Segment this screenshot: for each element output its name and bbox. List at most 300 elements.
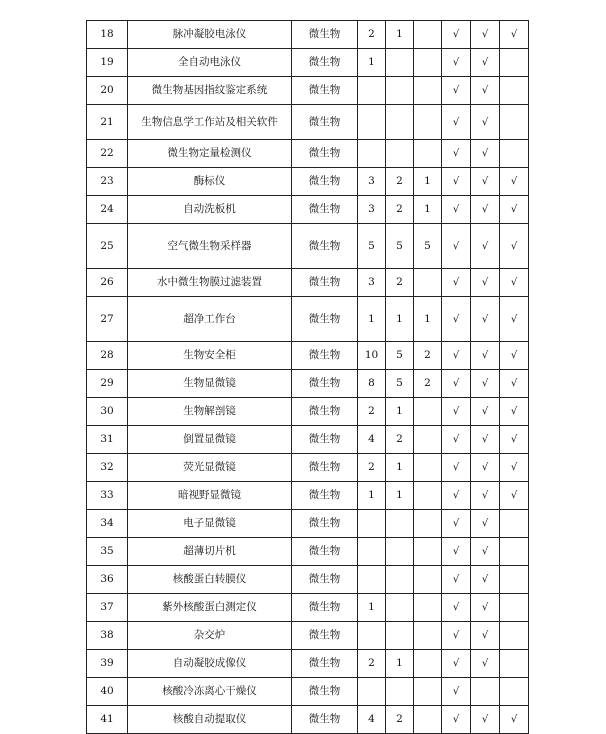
row-number: 35 bbox=[87, 538, 128, 566]
check-cell-3 bbox=[500, 105, 529, 140]
category-cell: 微生物 bbox=[292, 678, 358, 706]
check-mark-icon: √ bbox=[510, 406, 518, 417]
quantity-a-cell: 10 bbox=[358, 342, 386, 370]
check-mark-icon: √ bbox=[481, 518, 489, 529]
equipment-name: 脉冲凝胶电泳仪 bbox=[128, 21, 292, 49]
check-cell-2 bbox=[471, 49, 500, 77]
check-mark-icon: √ bbox=[452, 658, 460, 669]
quantity-a-cell: 2 bbox=[358, 650, 386, 678]
row-number: 23 bbox=[87, 168, 128, 196]
check-mark-icon: √ bbox=[510, 313, 518, 325]
check-cell-3 bbox=[500, 594, 529, 622]
equipment-name: 生物信息学工作站及相关软件 bbox=[128, 105, 292, 140]
check-mark-icon: √ bbox=[481, 57, 489, 68]
row-number: 36 bbox=[87, 566, 128, 594]
check-cell-1 bbox=[442, 594, 471, 622]
category-cell: 微生物 bbox=[292, 269, 358, 297]
row-number: 34 bbox=[87, 510, 128, 538]
equipment-name: 荧光显微镜 bbox=[128, 454, 292, 482]
equipment-name: 杂交炉 bbox=[128, 622, 292, 650]
category-cell: 微生物 bbox=[292, 482, 358, 510]
check-cell-3 bbox=[500, 297, 529, 342]
check-cell-1 bbox=[442, 426, 471, 454]
check-cell-2 bbox=[471, 21, 500, 49]
table-row bbox=[87, 510, 529, 538]
equipment-name: 超薄切片机 bbox=[128, 538, 292, 566]
quantity-c-cell bbox=[414, 77, 442, 105]
check-mark-icon: √ bbox=[510, 350, 518, 361]
check-mark-icon: √ bbox=[452, 57, 460, 68]
check-mark-icon: √ bbox=[481, 116, 489, 128]
quantity-a-cell bbox=[358, 566, 386, 594]
category-cell: 微生物 bbox=[292, 566, 358, 594]
check-cell-3 bbox=[500, 224, 529, 269]
equipment-name: 微生物基因指纹鉴定系统 bbox=[128, 77, 292, 105]
equipment-name: 核酸自动提取仪 bbox=[128, 706, 292, 734]
table-row bbox=[87, 538, 529, 566]
quantity-c-cell bbox=[414, 538, 442, 566]
check-cell-2 bbox=[471, 196, 500, 224]
quantity-b-cell bbox=[386, 538, 414, 566]
category-cell: 微生物 bbox=[292, 49, 358, 77]
row-number: 18 bbox=[87, 21, 128, 49]
quantity-b-cell: 2 bbox=[386, 706, 414, 734]
category-cell: 微生物 bbox=[292, 454, 358, 482]
quantity-a-cell: 3 bbox=[358, 196, 386, 224]
check-cell-1 bbox=[442, 196, 471, 224]
quantity-c-cell: 1 bbox=[414, 297, 442, 342]
quantity-b-cell: 1 bbox=[386, 398, 414, 426]
quantity-a-cell: 2 bbox=[358, 21, 386, 49]
row-number: 33 bbox=[87, 482, 128, 510]
quantity-c-cell: 1 bbox=[414, 196, 442, 224]
row-number: 32 bbox=[87, 454, 128, 482]
quantity-a-cell bbox=[358, 678, 386, 706]
quantity-c-cell bbox=[414, 105, 442, 140]
quantity-a-cell bbox=[358, 510, 386, 538]
quantity-a-cell bbox=[358, 538, 386, 566]
category-cell: 微生物 bbox=[292, 168, 358, 196]
row-number: 30 bbox=[87, 398, 128, 426]
table-row bbox=[87, 482, 529, 510]
check-mark-icon: √ bbox=[452, 630, 460, 641]
check-cell-2 bbox=[471, 269, 500, 297]
quantity-b-cell: 5 bbox=[386, 224, 414, 269]
check-mark-icon: √ bbox=[481, 658, 489, 669]
check-mark-icon: √ bbox=[481, 602, 489, 613]
check-cell-1 bbox=[442, 168, 471, 196]
row-number: 24 bbox=[87, 196, 128, 224]
check-mark-icon: √ bbox=[452, 602, 460, 613]
quantity-c-cell: 2 bbox=[414, 342, 442, 370]
check-cell-2 bbox=[471, 622, 500, 650]
quantity-c-cell bbox=[414, 594, 442, 622]
quantity-b-cell: 1 bbox=[386, 454, 414, 482]
category-cell: 微生物 bbox=[292, 650, 358, 678]
table-row bbox=[87, 398, 529, 426]
check-mark-icon: √ bbox=[510, 277, 518, 288]
check-cell-1 bbox=[442, 21, 471, 49]
check-mark-icon: √ bbox=[510, 204, 518, 215]
table-row bbox=[87, 105, 529, 140]
check-mark-icon: √ bbox=[481, 277, 489, 288]
check-cell-3 bbox=[500, 370, 529, 398]
check-cell-1 bbox=[442, 706, 471, 734]
check-cell-1 bbox=[442, 140, 471, 168]
check-mark-icon: √ bbox=[510, 462, 518, 473]
row-number: 19 bbox=[87, 49, 128, 77]
table-row bbox=[87, 196, 529, 224]
quantity-c-cell: 2 bbox=[414, 370, 442, 398]
check-mark-icon: √ bbox=[510, 490, 518, 501]
equipment-name: 微生物定量检测仪 bbox=[128, 140, 292, 168]
check-cell-3 bbox=[500, 77, 529, 105]
check-mark-icon: √ bbox=[452, 240, 460, 252]
check-cell-3 bbox=[500, 622, 529, 650]
quantity-a-cell: 2 bbox=[358, 398, 386, 426]
equipment-name: 生物显微镜 bbox=[128, 370, 292, 398]
category-cell: 微生物 bbox=[292, 196, 358, 224]
check-mark-icon: √ bbox=[481, 176, 489, 187]
check-cell-1 bbox=[442, 566, 471, 594]
check-cell-2 bbox=[471, 168, 500, 196]
check-mark-icon: √ bbox=[510, 378, 518, 389]
row-number: 25 bbox=[87, 224, 128, 269]
category-cell: 微生物 bbox=[292, 224, 358, 269]
check-mark-icon: √ bbox=[510, 176, 518, 187]
check-mark-icon: √ bbox=[481, 714, 489, 725]
check-mark-icon: √ bbox=[452, 434, 460, 445]
check-cell-1 bbox=[442, 678, 471, 706]
quantity-c-cell bbox=[414, 398, 442, 426]
check-mark-icon: √ bbox=[481, 148, 489, 159]
check-cell-2 bbox=[471, 650, 500, 678]
category-cell: 微生物 bbox=[292, 297, 358, 342]
check-mark-icon: √ bbox=[481, 630, 489, 641]
check-cell-2 bbox=[471, 224, 500, 269]
check-mark-icon: √ bbox=[510, 240, 518, 252]
equipment-name: 生物安全柜 bbox=[128, 342, 292, 370]
check-cell-1 bbox=[442, 510, 471, 538]
row-number: 40 bbox=[87, 678, 128, 706]
check-mark-icon: √ bbox=[510, 29, 518, 40]
check-mark-icon: √ bbox=[452, 204, 460, 215]
check-mark-icon: √ bbox=[452, 406, 460, 417]
equipment-name: 全自动电泳仪 bbox=[128, 49, 292, 77]
check-cell-3 bbox=[500, 650, 529, 678]
quantity-a-cell: 1 bbox=[358, 594, 386, 622]
table-row bbox=[87, 140, 529, 168]
quantity-c-cell bbox=[414, 269, 442, 297]
check-cell-1 bbox=[442, 297, 471, 342]
check-cell-3 bbox=[500, 706, 529, 734]
check-cell-1 bbox=[442, 269, 471, 297]
quantity-b-cell bbox=[386, 510, 414, 538]
check-cell-2 bbox=[471, 342, 500, 370]
check-mark-icon: √ bbox=[452, 277, 460, 288]
category-cell: 微生物 bbox=[292, 426, 358, 454]
quantity-b-cell: 1 bbox=[386, 21, 414, 49]
check-cell-2 bbox=[471, 297, 500, 342]
quantity-c-cell bbox=[414, 140, 442, 168]
quantity-c-cell bbox=[414, 510, 442, 538]
category-cell: 微生物 bbox=[292, 21, 358, 49]
quantity-a-cell: 2 bbox=[358, 454, 386, 482]
equipment-name: 空气微生物采样器 bbox=[128, 224, 292, 269]
check-cell-1 bbox=[442, 49, 471, 77]
check-cell-3 bbox=[500, 510, 529, 538]
quantity-a-cell: 8 bbox=[358, 370, 386, 398]
check-cell-2 bbox=[471, 370, 500, 398]
check-mark-icon: √ bbox=[510, 714, 518, 725]
check-mark-icon: √ bbox=[510, 434, 518, 445]
row-number: 20 bbox=[87, 77, 128, 105]
quantity-c-cell bbox=[414, 454, 442, 482]
check-cell-2 bbox=[471, 706, 500, 734]
check-mark-icon: √ bbox=[452, 490, 460, 501]
check-cell-3 bbox=[500, 196, 529, 224]
check-mark-icon: √ bbox=[452, 350, 460, 361]
category-cell: 微生物 bbox=[292, 622, 358, 650]
category-cell: 微生物 bbox=[292, 510, 358, 538]
row-number: 37 bbox=[87, 594, 128, 622]
row-number: 22 bbox=[87, 140, 128, 168]
check-cell-3 bbox=[500, 426, 529, 454]
equipment-name: 酶标仪 bbox=[128, 168, 292, 196]
row-number: 26 bbox=[87, 269, 128, 297]
quantity-b-cell: 2 bbox=[386, 426, 414, 454]
table-row bbox=[87, 370, 529, 398]
check-mark-icon: √ bbox=[481, 490, 489, 501]
table-row bbox=[87, 168, 529, 196]
check-mark-icon: √ bbox=[481, 574, 489, 585]
row-number: 21 bbox=[87, 105, 128, 140]
quantity-c-cell bbox=[414, 650, 442, 678]
table-row bbox=[87, 566, 529, 594]
check-cell-2 bbox=[471, 426, 500, 454]
quantity-a-cell: 4 bbox=[358, 706, 386, 734]
quantity-a-cell: 1 bbox=[358, 49, 386, 77]
check-mark-icon: √ bbox=[452, 85, 460, 96]
category-cell: 微生物 bbox=[292, 594, 358, 622]
check-mark-icon: √ bbox=[481, 29, 489, 40]
check-mark-icon: √ bbox=[481, 204, 489, 215]
check-mark-icon: √ bbox=[452, 313, 460, 325]
row-number: 31 bbox=[87, 426, 128, 454]
equipment-name: 生物解剖镜 bbox=[128, 398, 292, 426]
check-cell-1 bbox=[442, 342, 471, 370]
table-row bbox=[87, 297, 529, 342]
check-cell-1 bbox=[442, 454, 471, 482]
quantity-c-cell bbox=[414, 678, 442, 706]
check-mark-icon: √ bbox=[452, 116, 460, 128]
quantity-b-cell: 2 bbox=[386, 196, 414, 224]
check-cell-3 bbox=[500, 482, 529, 510]
check-cell-3 bbox=[500, 678, 529, 706]
check-cell-3 bbox=[500, 454, 529, 482]
quantity-c-cell: 1 bbox=[414, 168, 442, 196]
check-mark-icon: √ bbox=[452, 176, 460, 187]
quantity-b-cell: 1 bbox=[386, 297, 414, 342]
quantity-c-cell bbox=[414, 706, 442, 734]
quantity-a-cell bbox=[358, 140, 386, 168]
check-cell-1 bbox=[442, 370, 471, 398]
check-cell-2 bbox=[471, 105, 500, 140]
check-mark-icon: √ bbox=[481, 313, 489, 325]
quantity-a-cell: 3 bbox=[358, 269, 386, 297]
check-mark-icon: √ bbox=[452, 378, 460, 389]
check-mark-icon: √ bbox=[481, 462, 489, 473]
check-mark-icon: √ bbox=[481, 240, 489, 252]
check-cell-2 bbox=[471, 454, 500, 482]
category-cell: 微生物 bbox=[292, 77, 358, 105]
quantity-b-cell: 1 bbox=[386, 482, 414, 510]
table-row bbox=[87, 269, 529, 297]
check-cell-1 bbox=[442, 538, 471, 566]
check-cell-2 bbox=[471, 678, 500, 706]
check-mark-icon: √ bbox=[452, 686, 460, 697]
row-number: 27 bbox=[87, 297, 128, 342]
check-cell-2 bbox=[471, 510, 500, 538]
quantity-b-cell bbox=[386, 622, 414, 650]
check-mark-icon: √ bbox=[452, 29, 460, 40]
quantity-a-cell bbox=[358, 77, 386, 105]
check-cell-3 bbox=[500, 168, 529, 196]
quantity-a-cell: 5 bbox=[358, 224, 386, 269]
table-row bbox=[87, 650, 529, 678]
quantity-b-cell: 5 bbox=[386, 370, 414, 398]
quantity-c-cell: 5 bbox=[414, 224, 442, 269]
equipment-name: 倒置显微镜 bbox=[128, 426, 292, 454]
check-cell-3 bbox=[500, 398, 529, 426]
quantity-b-cell: 1 bbox=[386, 650, 414, 678]
check-cell-2 bbox=[471, 538, 500, 566]
quantity-b-cell bbox=[386, 566, 414, 594]
category-cell: 微生物 bbox=[292, 105, 358, 140]
check-cell-2 bbox=[471, 140, 500, 168]
check-cell-3 bbox=[500, 21, 529, 49]
table-row bbox=[87, 454, 529, 482]
check-cell-1 bbox=[442, 105, 471, 140]
quantity-b-cell: 2 bbox=[386, 168, 414, 196]
table-row bbox=[87, 21, 529, 49]
equipment-name: 自动洗板机 bbox=[128, 196, 292, 224]
row-number: 39 bbox=[87, 650, 128, 678]
check-cell-3 bbox=[500, 566, 529, 594]
table-row bbox=[87, 706, 529, 734]
check-cell-1 bbox=[442, 398, 471, 426]
table-row bbox=[87, 678, 529, 706]
quantity-a-cell bbox=[358, 105, 386, 140]
category-cell: 微生物 bbox=[292, 370, 358, 398]
check-mark-icon: √ bbox=[481, 350, 489, 361]
check-mark-icon: √ bbox=[481, 406, 489, 417]
row-number: 28 bbox=[87, 342, 128, 370]
check-mark-icon: √ bbox=[481, 434, 489, 445]
equipment-name: 水中微生物膜过滤装置 bbox=[128, 269, 292, 297]
category-cell: 微生物 bbox=[292, 706, 358, 734]
check-cell-3 bbox=[500, 538, 529, 566]
equipment-name: 紫外核酸蛋白测定仪 bbox=[128, 594, 292, 622]
check-cell-1 bbox=[442, 77, 471, 105]
check-mark-icon: √ bbox=[452, 546, 460, 557]
quantity-b-cell bbox=[386, 77, 414, 105]
check-cell-3 bbox=[500, 269, 529, 297]
equipment-name: 暗视野显微镜 bbox=[128, 482, 292, 510]
check-mark-icon: √ bbox=[481, 546, 489, 557]
quantity-a-cell: 1 bbox=[358, 297, 386, 342]
check-mark-icon: √ bbox=[452, 518, 460, 529]
check-cell-2 bbox=[471, 398, 500, 426]
table-row bbox=[87, 224, 529, 269]
check-cell-1 bbox=[442, 622, 471, 650]
check-cell-3 bbox=[500, 342, 529, 370]
equipment-name: 核酸冷冻离心干燥仪 bbox=[128, 678, 292, 706]
table-row bbox=[87, 342, 529, 370]
quantity-c-cell bbox=[414, 426, 442, 454]
category-cell: 微生物 bbox=[292, 538, 358, 566]
check-cell-1 bbox=[442, 650, 471, 678]
table-row bbox=[87, 622, 529, 650]
quantity-b-cell bbox=[386, 105, 414, 140]
quantity-c-cell bbox=[414, 566, 442, 594]
category-cell: 微生物 bbox=[292, 140, 358, 168]
quantity-a-cell: 4 bbox=[358, 426, 386, 454]
row-number: 29 bbox=[87, 370, 128, 398]
check-mark-icon: √ bbox=[481, 85, 489, 96]
quantity-c-cell bbox=[414, 49, 442, 77]
check-mark-icon: √ bbox=[452, 574, 460, 585]
check-mark-icon: √ bbox=[452, 462, 460, 473]
quantity-b-cell: 5 bbox=[386, 342, 414, 370]
quantity-a-cell bbox=[358, 622, 386, 650]
table-row bbox=[87, 77, 529, 105]
check-cell-2 bbox=[471, 566, 500, 594]
check-cell-1 bbox=[442, 224, 471, 269]
check-cell-1 bbox=[442, 482, 471, 510]
equipment-name: 超净工作台 bbox=[128, 297, 292, 342]
quantity-c-cell bbox=[414, 21, 442, 49]
check-cell-2 bbox=[471, 482, 500, 510]
check-cell-2 bbox=[471, 594, 500, 622]
table-row bbox=[87, 49, 529, 77]
quantity-c-cell bbox=[414, 482, 442, 510]
quantity-c-cell bbox=[414, 622, 442, 650]
table-row bbox=[87, 594, 529, 622]
table-row bbox=[87, 426, 529, 454]
check-mark-icon: √ bbox=[452, 714, 460, 725]
quantity-a-cell: 1 bbox=[358, 482, 386, 510]
equipment-name: 核酸蛋白转膜仪 bbox=[128, 566, 292, 594]
row-number: 41 bbox=[87, 706, 128, 734]
quantity-b-cell bbox=[386, 678, 414, 706]
check-cell-3 bbox=[500, 49, 529, 77]
check-cell-2 bbox=[471, 77, 500, 105]
category-cell: 微生物 bbox=[292, 398, 358, 426]
equipment-name: 电子显微镜 bbox=[128, 510, 292, 538]
equipment-table bbox=[86, 20, 529, 734]
quantity-b-cell bbox=[386, 140, 414, 168]
quantity-a-cell: 3 bbox=[358, 168, 386, 196]
quantity-b-cell bbox=[386, 594, 414, 622]
check-mark-icon: √ bbox=[452, 148, 460, 159]
category-cell: 微生物 bbox=[292, 342, 358, 370]
quantity-b-cell bbox=[386, 49, 414, 77]
check-mark-icon: √ bbox=[481, 378, 489, 389]
check-cell-3 bbox=[500, 140, 529, 168]
quantity-b-cell: 2 bbox=[386, 269, 414, 297]
equipment-name: 自动凝胶成像仪 bbox=[128, 650, 292, 678]
